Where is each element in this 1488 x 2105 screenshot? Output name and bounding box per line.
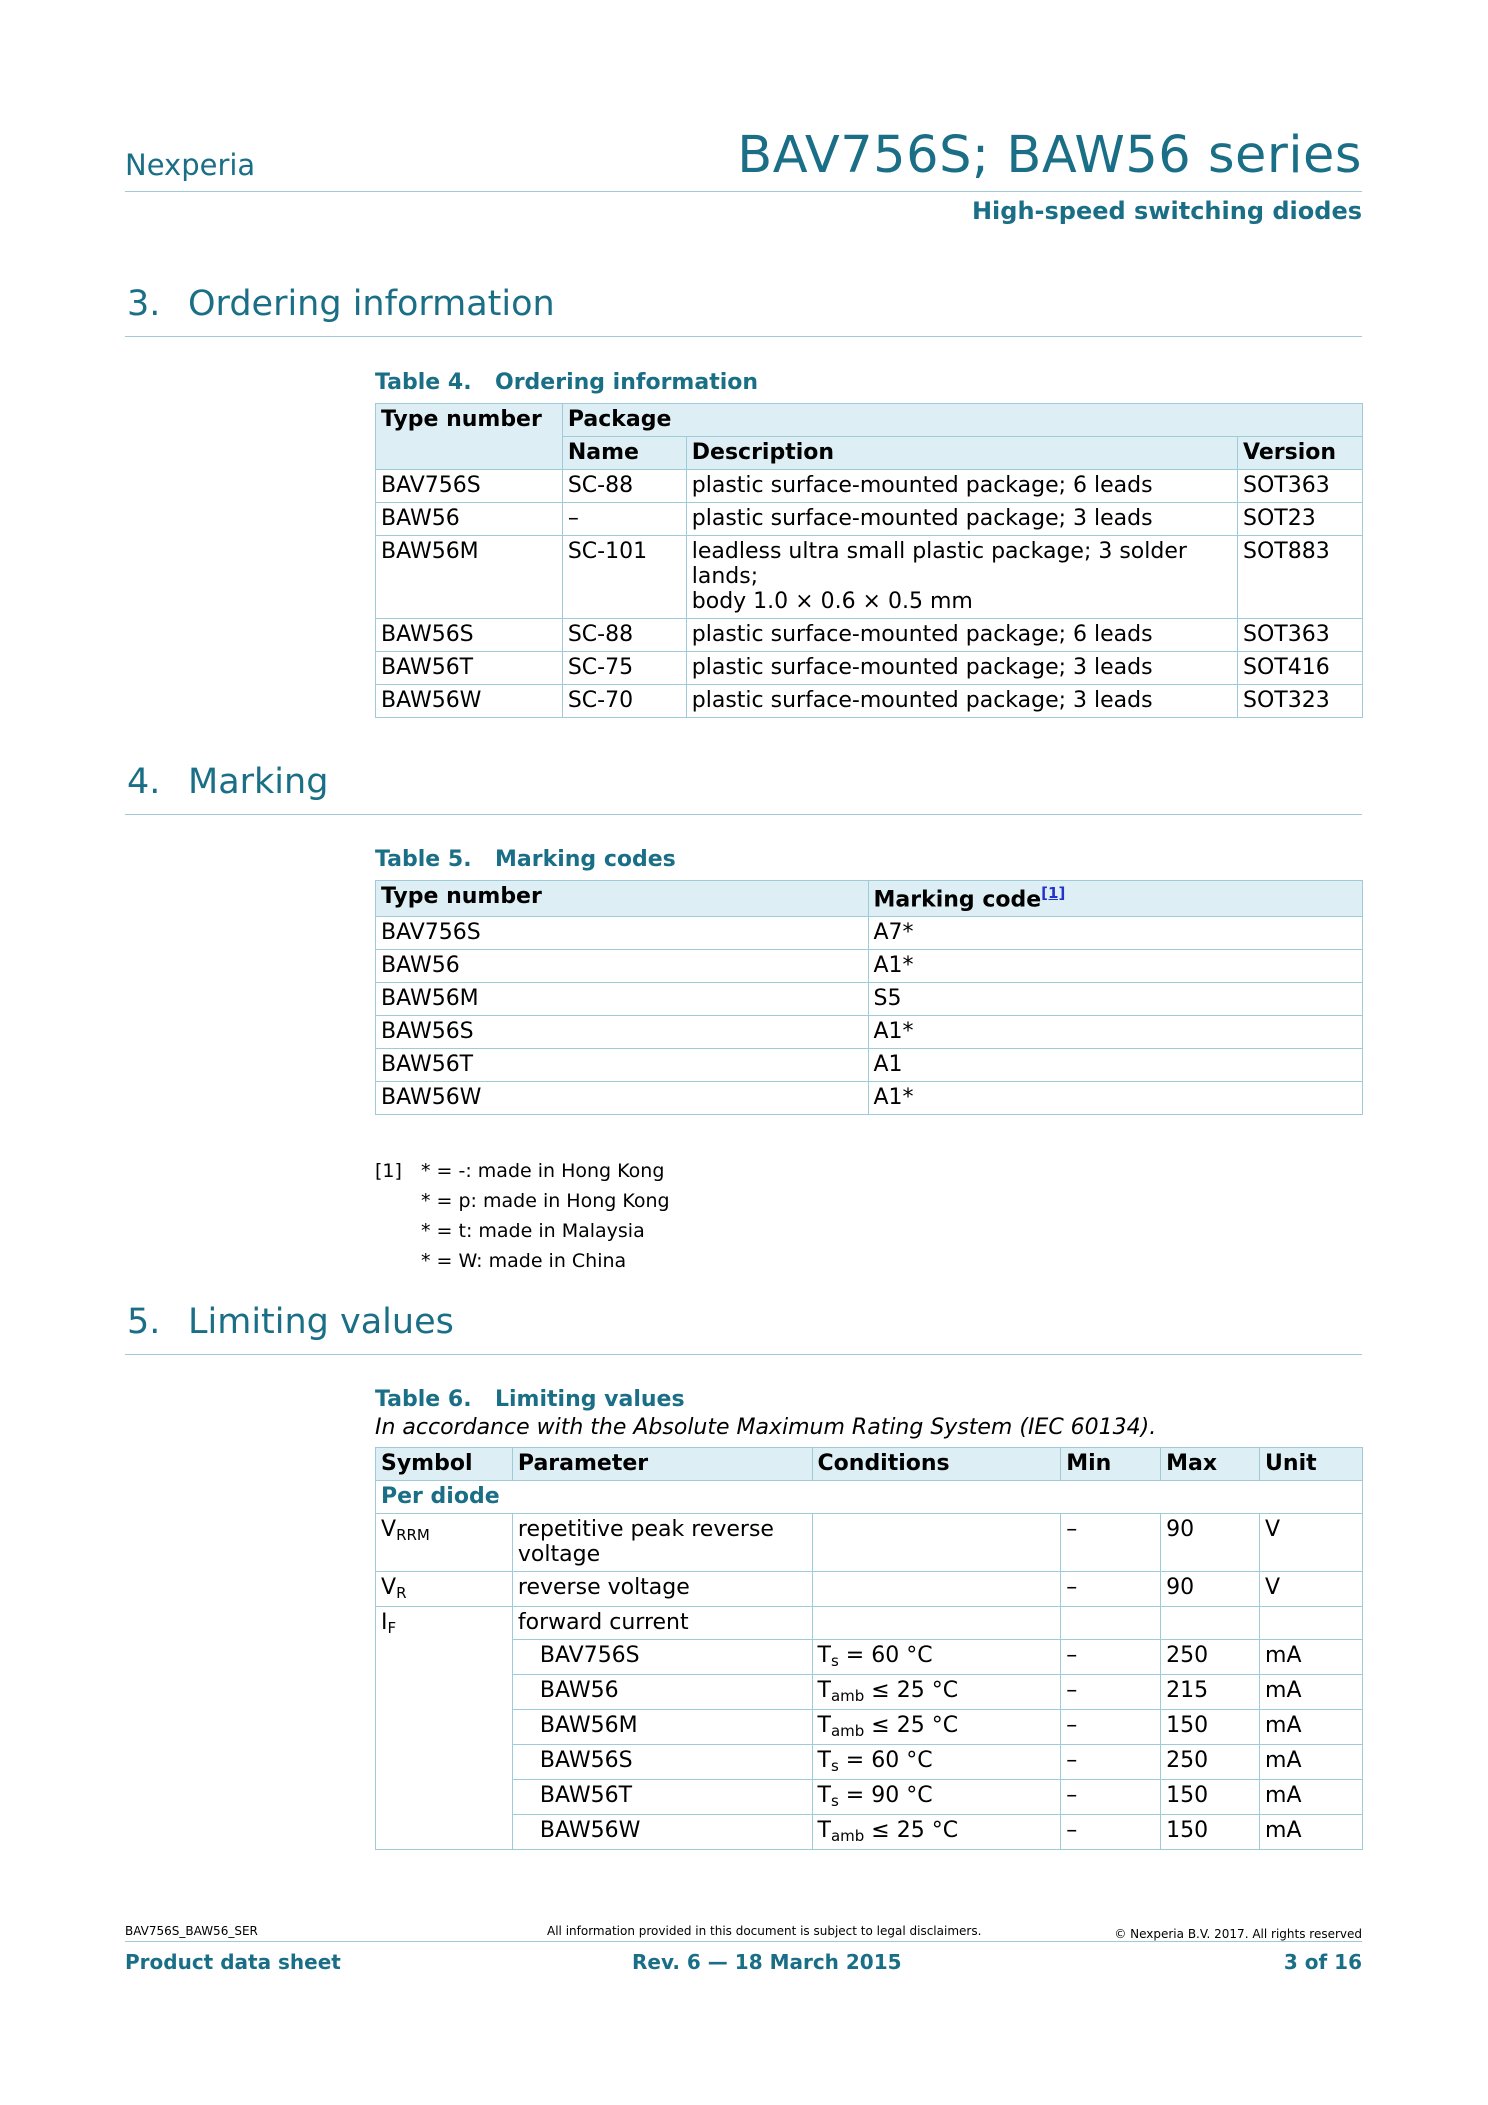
cell-marking-code: S5 bbox=[868, 983, 1363, 1016]
table-header-row bbox=[376, 881, 1363, 917]
cell-conditions bbox=[812, 1675, 1061, 1710]
cell-version: SOT323 bbox=[1238, 685, 1363, 718]
cond-subscript: amb bbox=[830, 1827, 865, 1845]
cell-part: BAW56M bbox=[512, 1710, 812, 1745]
group-label: Per diode bbox=[376, 1481, 1363, 1514]
header-unit: Unit bbox=[1260, 1448, 1363, 1481]
table-row bbox=[376, 1016, 1363, 1049]
cond-value: ≤ 25 °C bbox=[864, 1818, 959, 1843]
cell-max: 150 bbox=[1161, 1780, 1260, 1815]
cell-max: 90 bbox=[1161, 1514, 1260, 1572]
cell-conditions bbox=[812, 1780, 1061, 1815]
table-row bbox=[376, 1514, 1363, 1572]
description-line-2: body 1.0 × 0.6 × 0.5 mm bbox=[691, 589, 973, 614]
cell-conditions bbox=[812, 1745, 1061, 1780]
table-row bbox=[376, 685, 1363, 718]
section-number: 3. bbox=[127, 284, 161, 324]
footnote-line: * = -: made in Hong Kong bbox=[421, 1160, 665, 1182]
cell-type: BAW56S bbox=[376, 619, 563, 652]
footer-copyright: © Nexperia B.V. 2017. All rights reserved bbox=[1114, 1927, 1362, 1941]
description-line-1: leadless ultra small plastic package; 3 solder lands; bbox=[691, 539, 1187, 589]
table-row bbox=[376, 917, 1363, 950]
cond-value: = 60 °C bbox=[838, 1748, 933, 1773]
cell-unit bbox=[1260, 1607, 1363, 1640]
footnote-line: * = p: made in Hong Kong bbox=[421, 1190, 670, 1212]
table-row bbox=[376, 1640, 1363, 1675]
footer-disclaimer: All information provided in this document is subject to legal disclaimers. bbox=[547, 1924, 982, 1938]
table-title: Ordering information bbox=[495, 370, 759, 395]
cell-type: BAV756S bbox=[376, 470, 563, 503]
table-row bbox=[376, 652, 1363, 685]
cond-value: ≤ 25 °C bbox=[864, 1713, 959, 1738]
table-row bbox=[376, 1572, 1363, 1607]
table-note: In accordance with the Absolute Maximum Rating System (IEC 60134). bbox=[375, 1415, 1157, 1440]
table-row bbox=[376, 1745, 1363, 1780]
cell-max: 250 bbox=[1161, 1745, 1260, 1780]
cell-max: 250 bbox=[1161, 1640, 1260, 1675]
cell-marking-code: A1* bbox=[868, 1082, 1363, 1115]
table-row bbox=[376, 1710, 1363, 1745]
cell-name: SC-88 bbox=[562, 619, 686, 652]
cell-min: – bbox=[1061, 1710, 1161, 1745]
footer-revision: Rev. 6 — 18 March 2015 bbox=[632, 1950, 902, 1974]
document-subtitle: High-speed switching diodes bbox=[971, 197, 1362, 225]
cell-conditions bbox=[812, 1514, 1061, 1572]
cell-marking-code: A1* bbox=[868, 950, 1363, 983]
header-max: Max bbox=[1161, 1448, 1260, 1481]
section-title: Marking bbox=[188, 762, 329, 802]
cell-part: BAV756S bbox=[512, 1640, 812, 1675]
cond-subscript: amb bbox=[830, 1687, 865, 1705]
cond-subscript: s bbox=[830, 1652, 839, 1670]
cell-unit: mA bbox=[1260, 1710, 1363, 1745]
brand-name: Nexperia bbox=[125, 148, 256, 182]
limiting-values-table bbox=[375, 1447, 1363, 1850]
section-title: Limiting values bbox=[188, 1302, 454, 1342]
cell-type: BAV756S bbox=[376, 917, 869, 950]
table-caption-limiting bbox=[375, 1387, 685, 1412]
cell-max: 215 bbox=[1161, 1675, 1260, 1710]
cell-unit: V bbox=[1260, 1514, 1363, 1572]
cell-description: plastic surface-mounted package; 3 leads bbox=[686, 503, 1237, 536]
header-description: Description bbox=[686, 437, 1237, 470]
symbol-letter: V bbox=[381, 1575, 397, 1600]
group-row bbox=[376, 1481, 1363, 1514]
header-marking-code bbox=[868, 881, 1363, 917]
header-symbol: Symbol bbox=[376, 1448, 513, 1481]
cell-type: BAW56W bbox=[376, 1082, 869, 1115]
cond-symbol: T bbox=[817, 1783, 831, 1808]
cell-marking-code: A7* bbox=[868, 917, 1363, 950]
section-title: Ordering information bbox=[188, 284, 555, 324]
header-min: Min bbox=[1061, 1448, 1161, 1481]
cell-version: SOT363 bbox=[1238, 619, 1363, 652]
header-type-number: Type number bbox=[376, 881, 869, 917]
marking-code-label: Marking code bbox=[873, 887, 1042, 913]
table-row bbox=[376, 619, 1363, 652]
table-header-row bbox=[376, 404, 1363, 437]
table-title: Marking codes bbox=[495, 847, 676, 872]
cell-parameter: reverse voltage bbox=[512, 1572, 812, 1607]
cell-marking-code: A1 bbox=[868, 1049, 1363, 1082]
table-row bbox=[376, 536, 1363, 619]
cell-description: plastic surface-mounted package; 3 leads bbox=[686, 652, 1237, 685]
cond-symbol: T bbox=[817, 1678, 831, 1703]
cell-version: SOT883 bbox=[1238, 536, 1363, 619]
cell-name: SC-88 bbox=[562, 470, 686, 503]
header-version: Version bbox=[1238, 437, 1363, 470]
section-heading-ordering bbox=[125, 284, 1362, 337]
table-label: Table 6. bbox=[375, 1387, 472, 1412]
cell-type: BAW56T bbox=[376, 652, 563, 685]
footer-page-number: 3 of 16 bbox=[1283, 1950, 1362, 1974]
cell-name: SC-75 bbox=[562, 652, 686, 685]
table-caption-marking bbox=[375, 847, 676, 872]
cell-type: BAW56 bbox=[376, 950, 869, 983]
cell-max: 150 bbox=[1161, 1710, 1260, 1745]
cell-type: BAW56 bbox=[376, 503, 563, 536]
cell-unit: mA bbox=[1260, 1745, 1363, 1780]
table-caption-ordering bbox=[375, 370, 758, 395]
symbol-subscript: R bbox=[396, 1584, 407, 1602]
document-title: BAV756S; BAW56 series bbox=[737, 126, 1362, 185]
cell-min: – bbox=[1061, 1815, 1161, 1850]
table-label: Table 4. bbox=[375, 370, 472, 395]
cond-value: = 60 °C bbox=[838, 1643, 933, 1668]
cell-max: 150 bbox=[1161, 1815, 1260, 1850]
cell-description: plastic surface-mounted package; 6 leads bbox=[686, 470, 1237, 503]
cell-min: – bbox=[1061, 1572, 1161, 1607]
cell-conditions bbox=[812, 1640, 1061, 1675]
cond-symbol: T bbox=[817, 1713, 831, 1738]
cell-type: BAW56W bbox=[376, 685, 563, 718]
cond-symbol: T bbox=[817, 1818, 831, 1843]
cell-parameter: forward current bbox=[512, 1607, 812, 1640]
cell-version: SOT416 bbox=[1238, 652, 1363, 685]
cell-min: – bbox=[1061, 1745, 1161, 1780]
cell-part: BAW56T bbox=[512, 1780, 812, 1815]
header-name: Name bbox=[562, 437, 686, 470]
section-heading-marking bbox=[125, 762, 1362, 815]
cell-symbol bbox=[376, 1607, 513, 1850]
table-row bbox=[376, 1675, 1363, 1710]
cell-unit: mA bbox=[1260, 1780, 1363, 1815]
cond-value: = 90 °C bbox=[838, 1783, 933, 1808]
cell-conditions bbox=[812, 1607, 1061, 1640]
symbol-subscript: RRM bbox=[396, 1526, 430, 1544]
ordering-table bbox=[375, 403, 1363, 718]
cell-symbol bbox=[376, 1514, 513, 1572]
table-row bbox=[376, 1082, 1363, 1115]
cell-name: SC-70 bbox=[562, 685, 686, 718]
cell-name: – bbox=[562, 503, 686, 536]
table-title: Limiting values bbox=[495, 1387, 685, 1412]
cell-description bbox=[686, 536, 1237, 619]
table-row bbox=[376, 1815, 1363, 1850]
table-row bbox=[376, 1607, 1363, 1640]
cell-type: BAW56T bbox=[376, 1049, 869, 1082]
cell-type: BAW56M bbox=[376, 983, 869, 1016]
cell-type: BAW56M bbox=[376, 536, 563, 619]
cell-min: – bbox=[1061, 1675, 1161, 1710]
symbol-letter: I bbox=[381, 1610, 388, 1635]
header-type-number: Type number bbox=[376, 404, 563, 470]
table-header-row bbox=[376, 1448, 1363, 1481]
cell-description: plastic surface-mounted package; 3 leads bbox=[686, 685, 1237, 718]
cell-max bbox=[1161, 1607, 1260, 1640]
table-row bbox=[376, 470, 1363, 503]
cell-part: BAW56 bbox=[512, 1675, 812, 1710]
symbol-subscript: F bbox=[387, 1619, 397, 1637]
footer-doc-id: BAV756S_BAW56_SER bbox=[125, 1924, 258, 1938]
cell-name: SC-101 bbox=[562, 536, 686, 619]
cell-conditions bbox=[812, 1710, 1061, 1745]
cell-version: SOT23 bbox=[1238, 503, 1363, 536]
cell-description: plastic surface-mounted package; 6 leads bbox=[686, 619, 1237, 652]
cell-part: BAW56W bbox=[512, 1815, 812, 1850]
cell-parameter: repetitive peak reverse voltage bbox=[512, 1514, 812, 1572]
cell-conditions bbox=[812, 1572, 1061, 1607]
table-row bbox=[376, 1780, 1363, 1815]
footnote-line: * = W: made in China bbox=[421, 1250, 627, 1272]
cond-subscript: s bbox=[830, 1792, 839, 1810]
footer-divider bbox=[125, 1941, 1362, 1942]
header-conditions: Conditions bbox=[812, 1448, 1061, 1481]
footnote-ref-link[interactable]: [1] bbox=[1041, 884, 1066, 902]
cond-value: ≤ 25 °C bbox=[864, 1678, 959, 1703]
table-row bbox=[376, 950, 1363, 983]
table-row bbox=[376, 503, 1363, 536]
cell-unit: mA bbox=[1260, 1675, 1363, 1710]
cell-unit: mA bbox=[1260, 1815, 1363, 1850]
marking-table bbox=[375, 880, 1363, 1115]
table-row bbox=[376, 983, 1363, 1016]
cell-min bbox=[1061, 1607, 1161, 1640]
cond-symbol: T bbox=[817, 1643, 831, 1668]
cell-version: SOT363 bbox=[1238, 470, 1363, 503]
table-row bbox=[376, 1049, 1363, 1082]
cell-conditions bbox=[812, 1815, 1061, 1850]
footnote-marker: [1] bbox=[375, 1160, 402, 1182]
footnote-line: * = t: made in Malaysia bbox=[421, 1220, 645, 1242]
cond-symbol: T bbox=[817, 1748, 831, 1773]
cell-marking-code: A1* bbox=[868, 1016, 1363, 1049]
cond-subscript: amb bbox=[830, 1722, 865, 1740]
cell-unit: V bbox=[1260, 1572, 1363, 1607]
section-heading-limiting bbox=[125, 1302, 1362, 1355]
cond-subscript: s bbox=[830, 1757, 839, 1775]
symbol-letter: V bbox=[381, 1517, 397, 1542]
cell-min: – bbox=[1061, 1514, 1161, 1572]
section-number: 4. bbox=[127, 762, 161, 802]
section-number: 5. bbox=[127, 1302, 161, 1342]
cell-symbol bbox=[376, 1572, 513, 1607]
cell-unit: mA bbox=[1260, 1640, 1363, 1675]
cell-part: BAW56S bbox=[512, 1745, 812, 1780]
cell-type: BAW56S bbox=[376, 1016, 869, 1049]
table-label: Table 5. bbox=[375, 847, 472, 872]
header-parameter: Parameter bbox=[512, 1448, 812, 1481]
header-divider bbox=[125, 191, 1362, 192]
cell-min: – bbox=[1061, 1640, 1161, 1675]
footer-document-type: Product data sheet bbox=[125, 1950, 341, 1974]
cell-min: – bbox=[1061, 1780, 1161, 1815]
header-package: Package bbox=[562, 404, 1362, 437]
cell-max: 90 bbox=[1161, 1572, 1260, 1607]
